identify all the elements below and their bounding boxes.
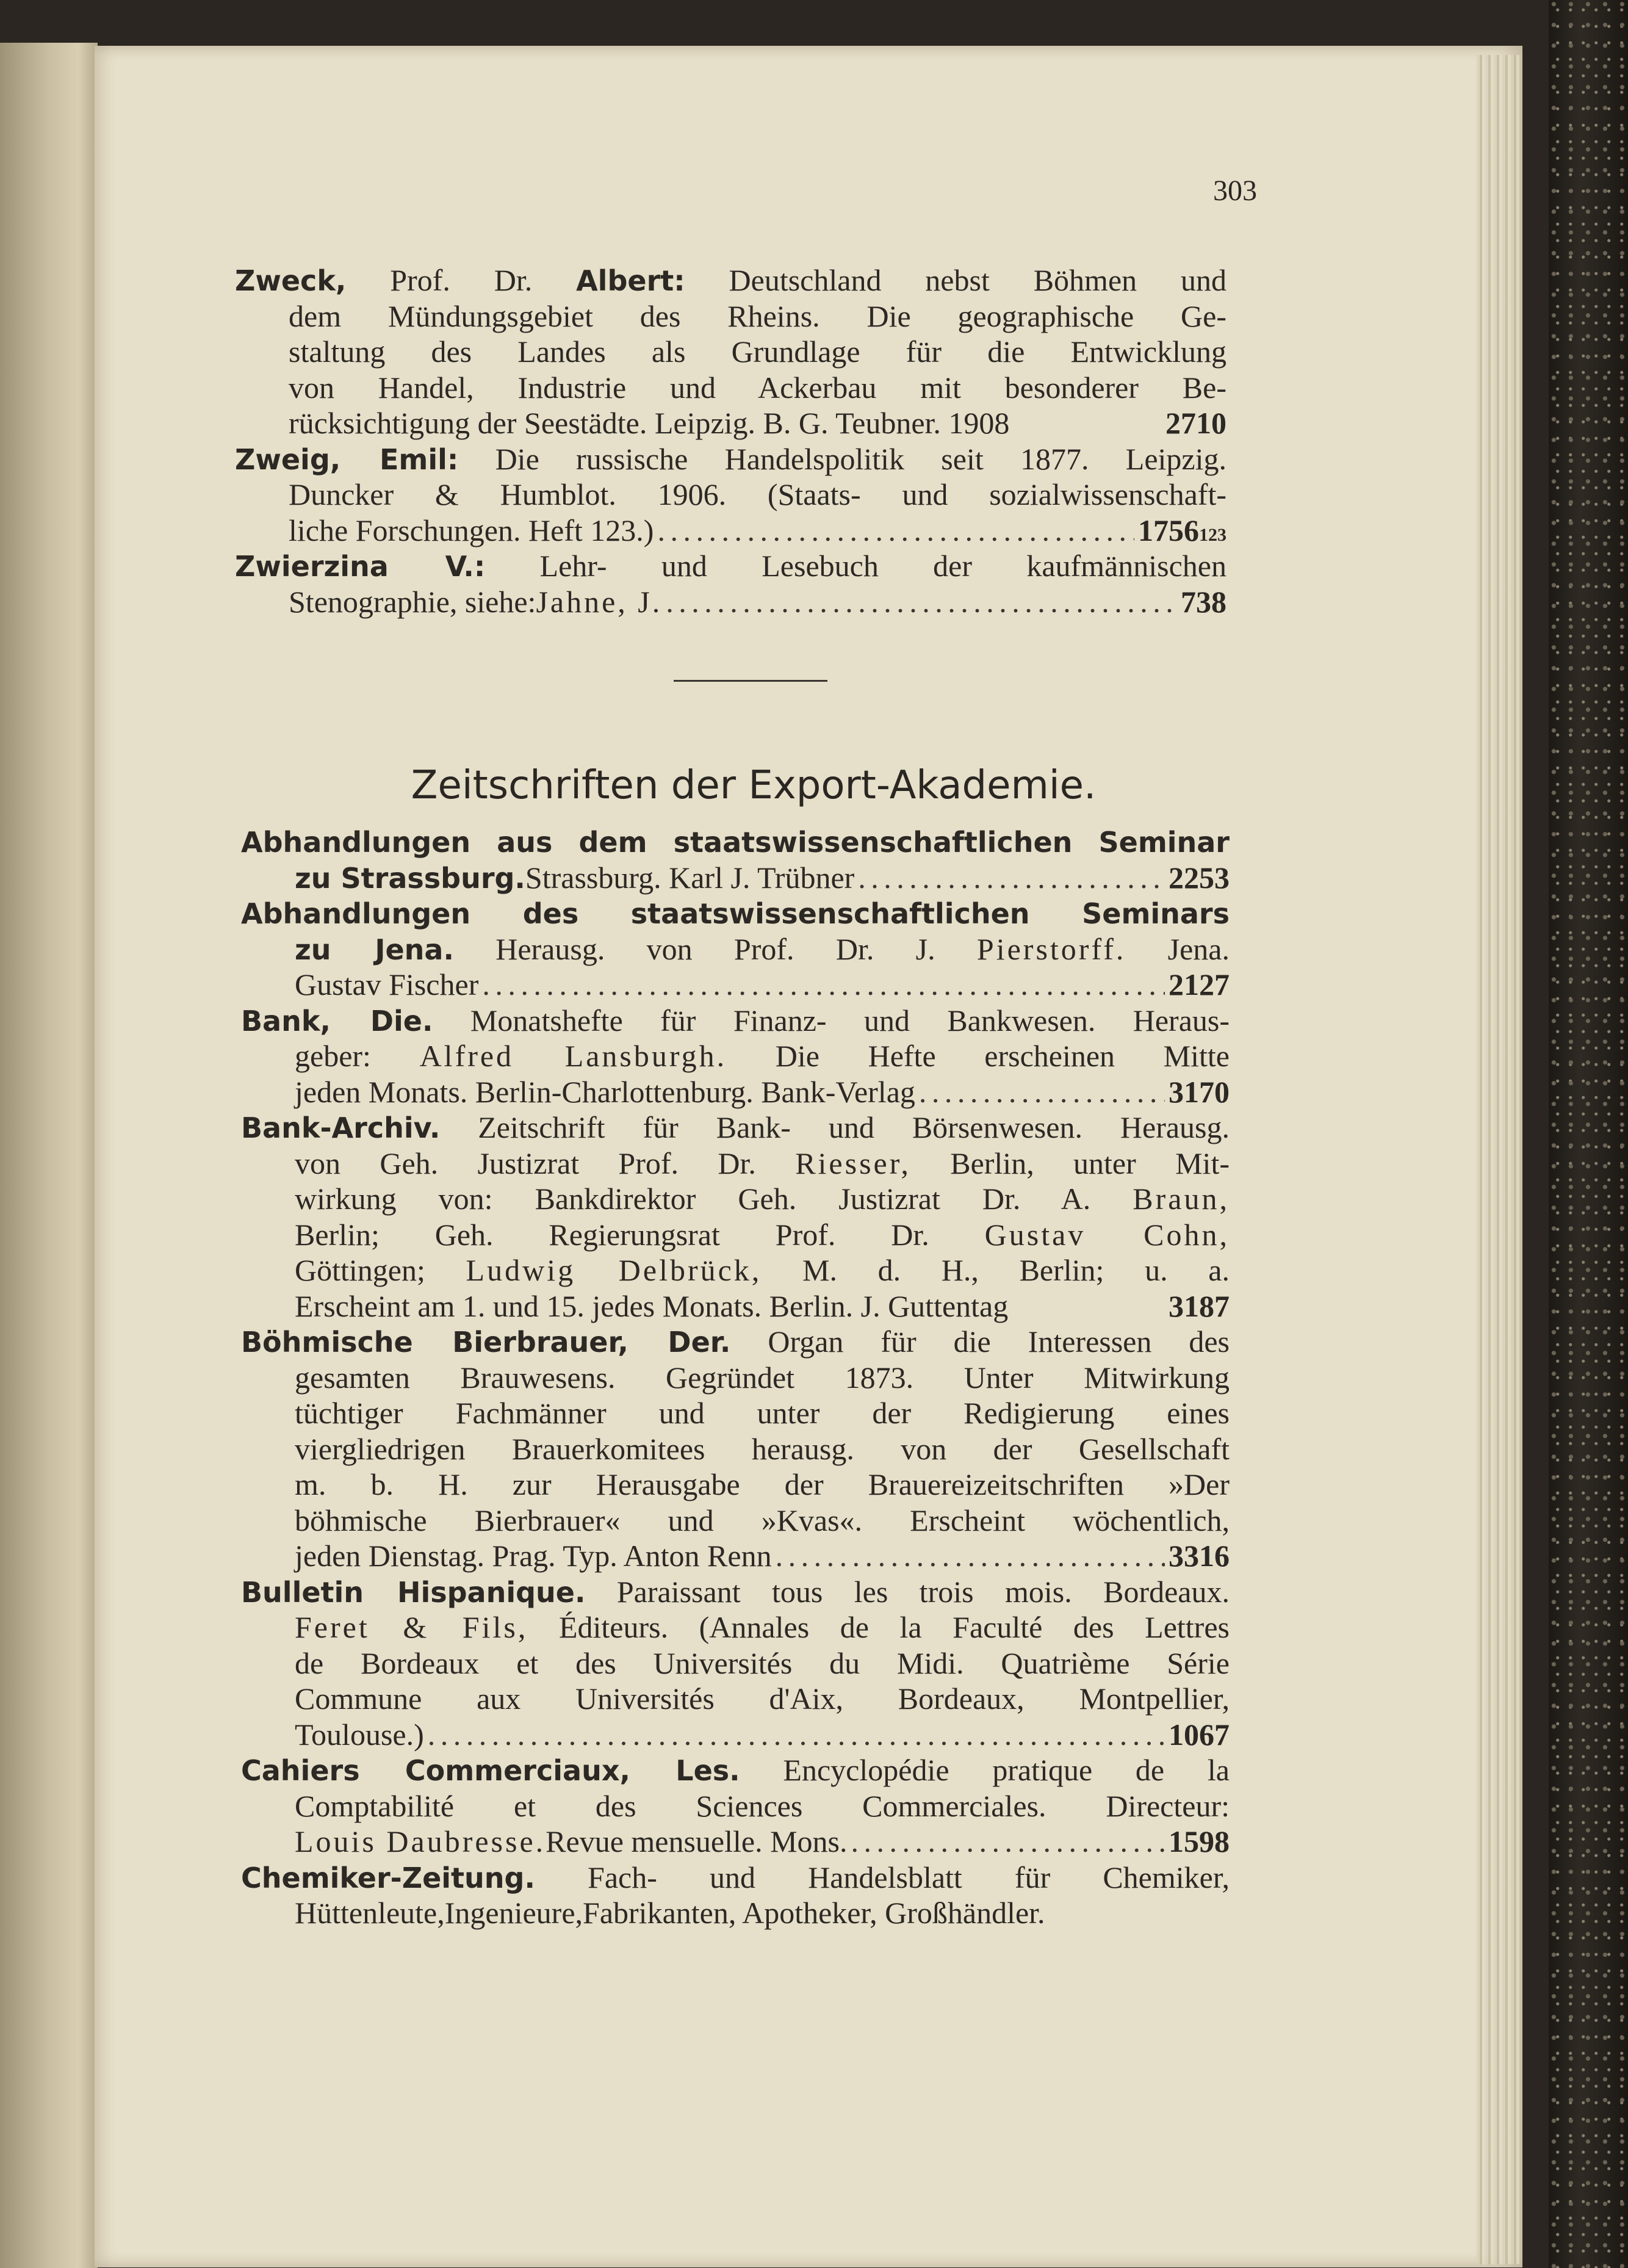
journal-entries [241,824,1230,1931]
page-number: 303 [1213,175,1257,207]
page-stack-edge [1477,55,1519,2264]
entry-cahiers-commerciaux: Cahiers Commerciaux, Les. Encyclopédie pratique de la Comptabilité et des Sciences Commerciales. Directeur: Louis Daubresse. Revue mensuelle. Mons. . . . 1598 [241,1752,1230,1860]
book-binding-edge [1549,0,1628,2268]
entry-zweig: Zweig, Emil: Die russische Handelspolitik seit 1877. Leipzig. Duncker & Humblot. 1906. (Staats- und sozialwissenschaft- liche Forschungen. Heft 123.) . . . 1756 123 [235,441,1226,549]
left-facing-page [0,43,98,2268]
entry-abhandlungen-strassburg: Abhandlungen aus dem staatswissenschaftlichen Seminar zu Strassburg. Strassburg. Karl J. Trübner . . . 2253 [241,824,1230,895]
entry-boehmische-bierbrauer: Böhmische Bierbrauer, Der. Organ für die Interessen des gesamten Brauwesens. Gegründet 1873. Unter Mitwirkung tüchtiger Fachmänner und unter der Redigierung eines viergliedrigen Brauerkomitees herausg. von der Gesellschaft m. b. H. zur Herausgabe der Brauereizeitschriften »Der böhmische Bierbrauer« und »Kvas«. Erscheint wöchentlich, jeden Dienstag. Prag. Typ. Anton Renn . . . 3316 [241,1324,1230,1574]
top-entries [235,262,1226,619]
entry-bank-archiv: Bank-Archiv. Zeitschrift für Bank- und Börsenwesen. Herausg. von Geh. Justizrat Prof. Dr. Riesser, Berlin, unter Mit- wirkung von: Bankdirektor Geh. Justizrat Dr. A. Braun, Berlin; Geh. Regierungsrat Prof. Dr. Gustav Cohn, Göttingen; Ludwig Delbrück, M. d. H., Berlin; u. a. Erscheint am 1. und 15. jedes Monats. Berlin. J. Guttentag 3187 [241,1110,1230,1323]
section-divider [674,680,827,682]
entry-zweck: Zweck, Prof. Dr. Albert: Deutschland nebst Böhmen und dem Mündungsgebiet des Rheins. Die geographische Ge- staltung des Landes als Grundlage für die Entwicklung von Handel, Industrie und Ackerbau mit besonderer Be- rücksichtigung der Seestädte. Leipzig. B. G. Teubner. 1908 2710 [235,263,1226,440]
entry-chemiker-zeitung: Chemiker-Zeitung. Fach- und Handelsblatt für Chemiker, Hüttenleute,Ingenieure,Fabrikanten, Apotheker, Großhändler. [241,1860,1230,1930]
entry-bulletin-hispanique: Bulletin Hispanique. Paraissant tous les trois mois. Bordeaux. Feret & Fils, Éditeurs. (Annales de la Faculté des Lettres de Bordeaux et des Universités du Midi. Quatrième Série Commune aux Universités d'Aix, Bordeaux, Montpellier, Toulouse.) . . . 1067 [241,1574,1230,1753]
entry-bank: Bank, Die. Monatshefte für Finanz- und Bankwesen. Heraus- geber: Alfred Lansburgh. Die Hefte erscheinen Mitte jeden Monats. Berlin-Charlottenburg. Bank-Verlag . . . 3170 [241,1003,1230,1110]
entry-abhandlungen-jena: Abhandlungen des staatswissenschaftlichen Seminars zu Jena. Herausg. von Prof. Dr. J. Pierstorff. Jena. Gustav Fischer . . . 2127 [241,895,1230,1003]
section-title: Zeitschriften der Export-Akademie. [411,763,1097,808]
entry-zwierzina: Zwierzina V.: Lehr- und Lesebuch der kaufmännischen Stenographie, siehe: Jahne, J. . . . 738 [235,548,1226,619]
entry-number: 2710 [1165,406,1226,440]
